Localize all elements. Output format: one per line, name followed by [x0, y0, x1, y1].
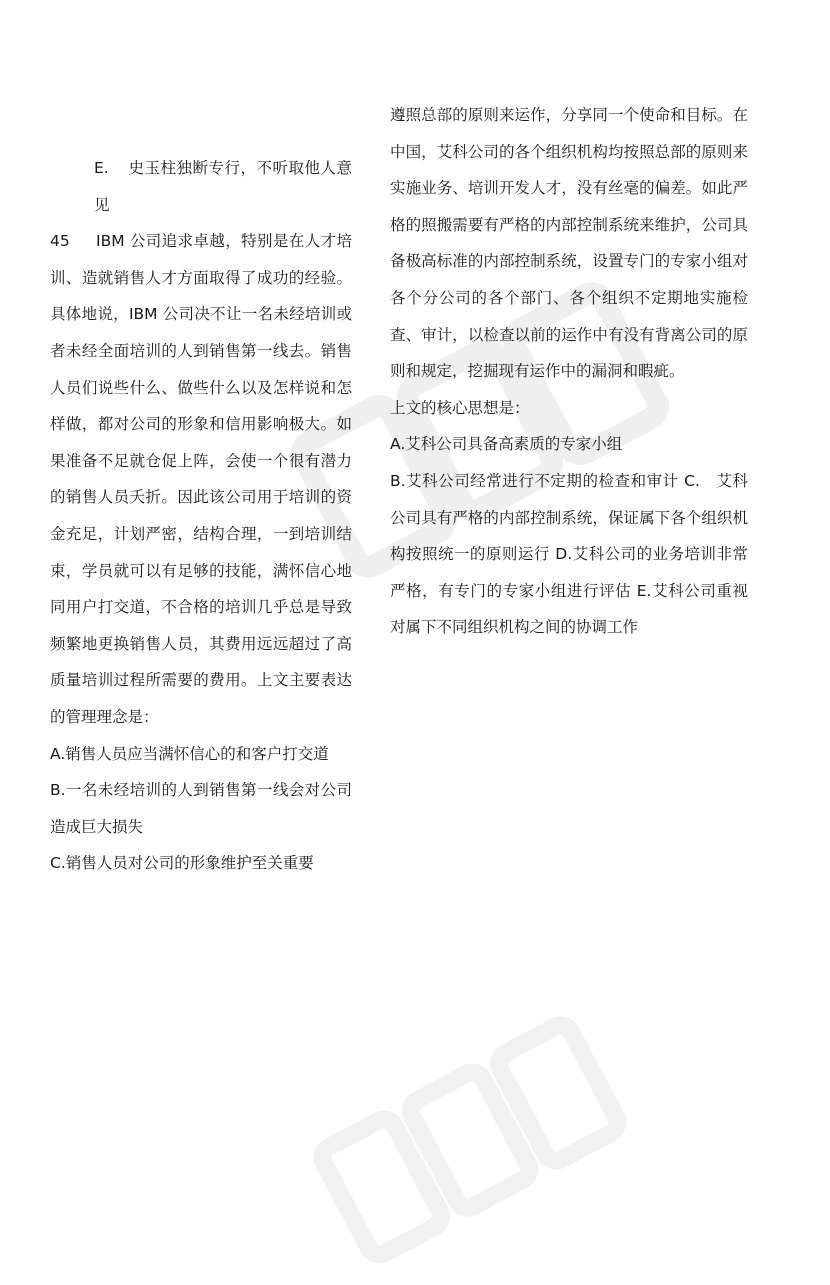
- right-column: [390, 97, 748, 646]
- question-prompt: 上文的核心思想是：: [390, 398, 530, 417]
- watermark-block-5: [407, 1068, 534, 1212]
- question-number: 45: [50, 232, 70, 251]
- watermark-graphic-bottom: [300, 999, 640, 1281]
- question-45-option-b: B.一名未经培训的人到销售第一线会对公司造成巨大损失: [50, 781, 352, 836]
- question-45: [50, 223, 352, 735]
- question-text: IBM 公司追求卓越，特别是在人才培训、造就销售人才方面取得了成功的经验。具体地说，IBM 公司决不让一名未经培训或者未经全面培训的人到销售第一线去。销售人员们说些什么、做些什么以及怎样说和怎样做，都对公司的形象和信用影响极大。如果准备不足就仓促上阵，会使一个很有潜力的销售人员夭折。因此该公司用于培训的资金充足，计划严密，结构合理，一到培训结束，学员就可以有足够的技能，满怀信心地同用户打交道，不合格的培训几乎总是导致频繁地更换销售人员，其费用远远超过了高质量培训过程所需要的费用。上文主要表达的管理理念是：: [50, 232, 352, 726]
- previous-option-e: [50, 150, 352, 223]
- question-45-option-c: C.销售人员对公司的形象维护至关重要: [50, 854, 314, 873]
- passage-continuation: 遵照总部的原则来运作，分享同一个使命和目标。在中国，艾科公司的各个组织机构均按照总部的原则来实施业务、培训开发人才，没有丝毫的偏差。如此严格的照搬需要有严格的内部控制系统来维护，公司具备极高标准的内部控制系统，设置专门的专家小组对各个分公司的各个部门、各个组织不定期地实施检查、审计，以检查以前的运作中有没有背离公司的原则和规定，挖掘现有运作中的漏洞和暇疵。: [390, 106, 748, 381]
- watermark-shape-bottom: [300, 999, 640, 1281]
- option-e-letter: E.: [94, 159, 109, 177]
- question-45-option-a: A.销售人员应当满怀信心的和客户打交道: [50, 744, 329, 763]
- left-column: [50, 150, 352, 882]
- watermark-block-6: [495, 1021, 622, 1165]
- watermark-block-4: [318, 1115, 445, 1259]
- option-e-text: 史玉柱独断专行，不听取他人意见: [94, 159, 352, 214]
- right-option-a: A.艾科公司具备高素质的专家小组: [390, 435, 623, 454]
- right-options-b-to-e: B.艾科公司经常进行不定期的检查和审计 C. 艾科公司具有严格的内部控制系统，保证属下各个组织机构按照统一的原则运行 D.艾科公司的业务培训非常严格，有专门的专家小组进行评估 E.艾科公司重视对属下不同组织机构之间的协调工作: [390, 471, 748, 637]
